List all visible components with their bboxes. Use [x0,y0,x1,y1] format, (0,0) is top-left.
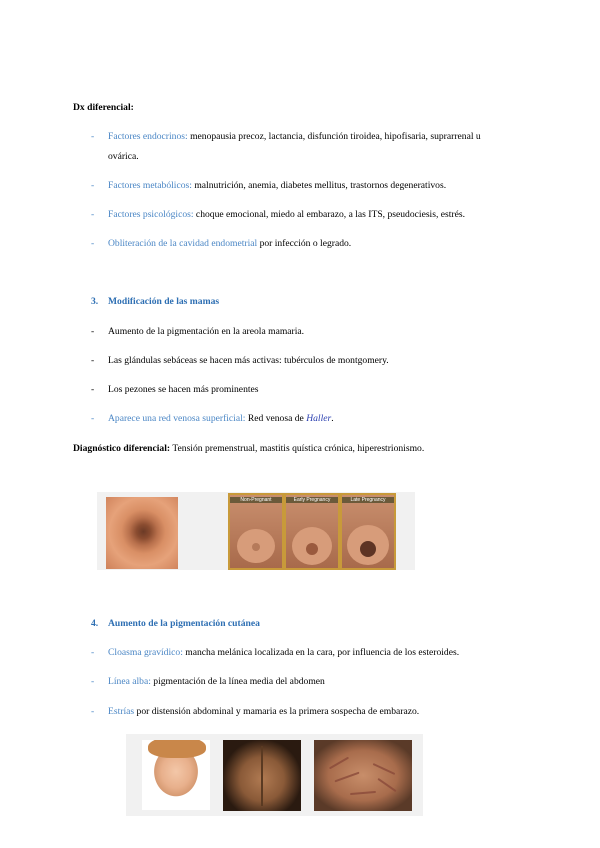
list-item [108,130,481,143]
item-text: malnutrición, anemia, diabetes mellitus, trastornos degenerativos. [191,180,447,191]
areola-photo [106,497,178,569]
section-title: Modificación de las mamas [108,296,220,307]
bullet-dash: - [91,326,95,337]
panel-label: Early Pregnancy [286,497,338,503]
list-item [108,675,325,688]
item-label: Factores metabólicos: [108,180,192,191]
panel-label: Non-Pregnant [230,497,282,503]
stria-shape [334,772,359,783]
bullet-dash: - [91,676,95,687]
early-pregnancy-panel [286,495,338,568]
stretch-marks-photo [314,740,412,811]
hair-shape [148,740,206,758]
bullet-dash: - [91,180,95,191]
bullet-dash: - [91,131,95,142]
areola-shape [252,543,260,551]
list-item [108,646,459,659]
item-label: Estrías [108,706,135,717]
list-item [108,237,351,250]
item-text: choque emocional, miedo al embarazo, a las ITS, pseudociesis, estrés. [193,209,465,220]
section-number: 4. [91,618,99,629]
bullet-dash: - [91,209,95,220]
bullet-dash: - [91,647,95,658]
item-text: por distensión abdominal y mamaria es la primera sospecha de embarazo. [134,706,420,717]
list-item: Los pezones se hacen más prominentes [108,384,259,395]
list-item: Aumento de la pigmentación en la areola mamaria. [108,326,305,337]
late-pregnancy-panel [342,495,394,568]
bullet-dash: - [91,413,95,424]
breast-images [97,492,415,570]
list-item [108,412,334,425]
stria-shape [350,791,376,795]
section-number: 3. [91,296,99,307]
pregnancy-comparison-photo [228,493,396,570]
haller-link[interactable]: Haller [306,413,332,424]
diagnostico-label: Diagnóstico diferencial: [73,443,171,454]
list-item: Las glándulas sebáceas se hacen más activas: tubérculos de montgomery. [108,355,389,366]
areola-shape [306,543,318,555]
non-pregnant-panel [230,495,282,568]
bullet-dash: - [91,384,95,395]
panel-label: Late Pregnancy [342,497,394,503]
list-item [108,208,465,221]
item-tail: . [331,413,334,424]
list-item-continuation: ovárica. [108,151,139,162]
item-text: por infección o legrado. [257,238,352,249]
item-label: Cloasma gravídico: [108,647,183,658]
item-label: Factores psicológicos: [108,209,194,220]
bullet-dash: - [91,706,95,717]
item-text: mancha melánica localizada en la cara, por influencia de los esteroides. [182,647,460,658]
item-label: Línea alba: [108,676,151,687]
bullet-dash: - [91,238,95,249]
item-text: menopausia precoz, lactancia, disfunción tiroidea, hipofisaria, suprarrenal u [187,131,481,142]
diagnostico-diferencial [73,442,424,455]
item-text: pigmentación de la línea media del abdomen [150,676,325,687]
item-label: Obliteración de la cavidad endometrial [108,238,258,249]
chloasma-face-photo [142,740,210,810]
list-item [108,179,446,192]
stria-shape [373,763,396,775]
areola-shape [360,541,376,557]
item-label: Factores endocrinos: [108,131,188,142]
linea-alba-photo [223,740,301,811]
dx-diferencial-heading: Dx diferencial: [73,102,134,113]
pigmentation-images [126,734,423,816]
section-title: Aumento de la pigmentación cutánea [108,618,260,629]
item-label: Aparece una red venosa superficial: [108,413,246,424]
bullet-dash: - [91,355,95,366]
diagnostico-text: Tensión premenstrual, mastitis quística crónica, hiperestrionismo. [170,443,425,454]
item-text: Red venosa de [245,413,307,424]
list-item [108,705,419,718]
stria-shape [377,778,396,792]
linea-nigra-shape [261,746,263,806]
stria-shape [329,757,349,770]
